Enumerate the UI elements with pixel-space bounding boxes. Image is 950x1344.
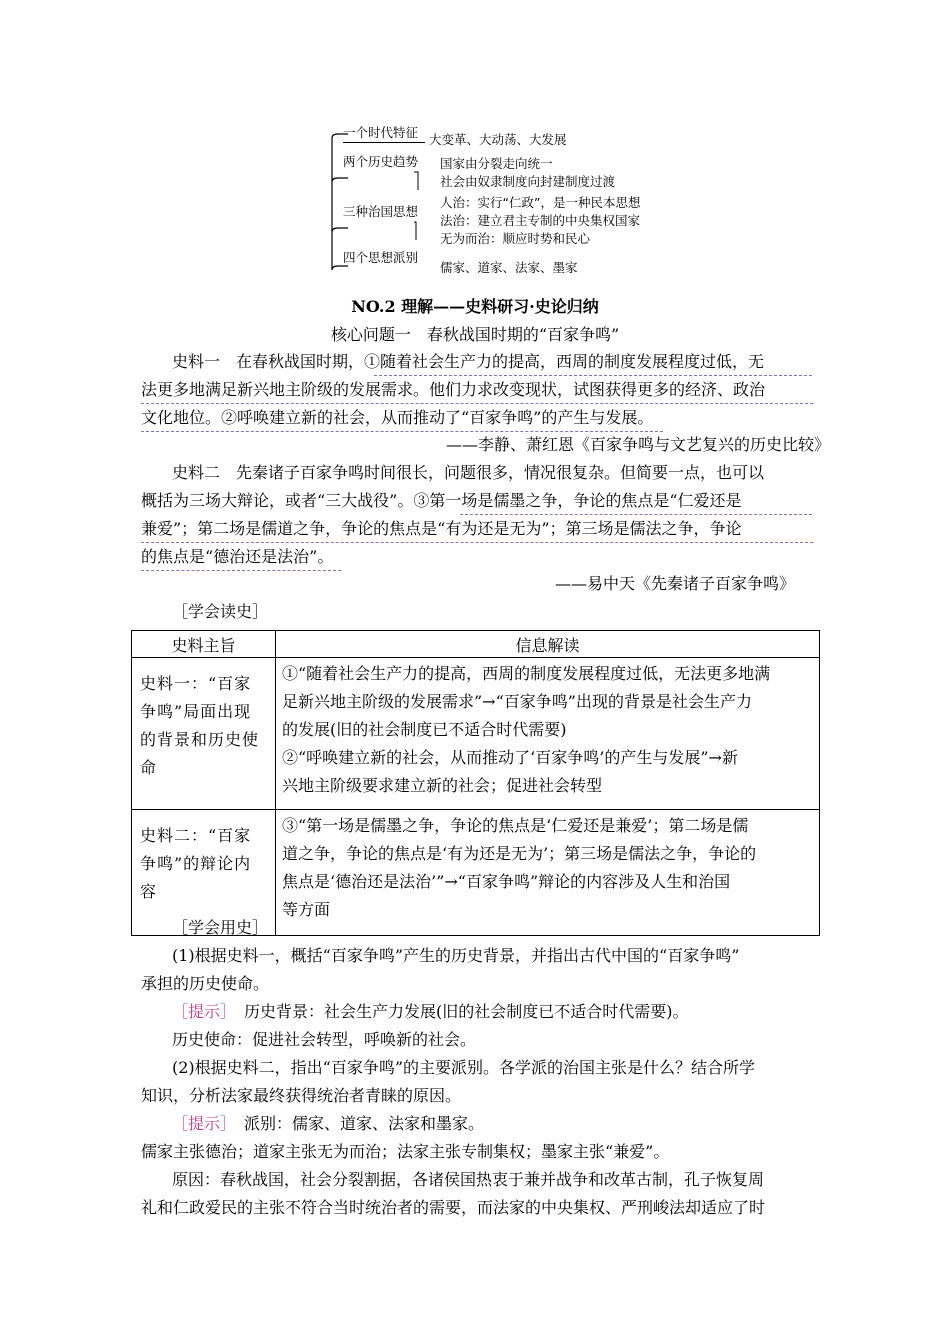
source1-line: 文化地位。②呼唤建立新的社会，从而推动了“百家争鸣”的产生与发展。 — [141, 408, 654, 427]
question-1: (1)根据史料一，概括“百家争鸣”产生的历史背景，并指出古代中国的“百家争鸣” — [172, 946, 740, 965]
source1-line: 史料一 在春秋战国时期，①随着社会生产力的提高，西周的制度发展程度过低，无 — [172, 352, 765, 371]
diagram-item: 儒家、道家、法家、墨家 — [440, 260, 578, 275]
source2-citation: ——易中天《先秦诸子百家争鸣》 — [555, 574, 796, 593]
wavy-underline — [141, 403, 813, 404]
question-2: (2)根据史料二，指出“百家争鸣”的主要派别。各学派的治国主张是什么？结合所学 — [172, 1058, 756, 1077]
reading-table — [131, 630, 820, 936]
table-header: 信息解读 — [276, 631, 820, 658]
diagram-item: 大变革、大动荡、大发展 — [429, 132, 567, 147]
source1-citation: ——李静、萧红恩《百家争鸣与文艺复兴的历史比较》 — [446, 435, 831, 454]
hint-2-reason: 礼和仁政爱民的主张不符合当时统治者的需要，而法家的中央集权、严刑峻法却适应了时 — [141, 1198, 766, 1217]
hint-2-extra: 儒家主张德治；道家主张无为而治；法家主张专制集权；墨家主张“兼爱”。 — [141, 1142, 670, 1161]
hint-text: 历史背景：社会生产力发展(旧的社会制度已不适合时代需要)。 — [228, 1002, 689, 1021]
section-title: NO.2 理解——史料研习·史论归纳 — [351, 297, 599, 316]
hint-label: ［提示］ — [172, 1002, 229, 1021]
wavy-underline — [141, 570, 341, 571]
hint-2-reason: 原因：春秋战国，社会分裂割据，各诸侯国热衷于兼并战争和改革古制，孔子恢复周 — [172, 1170, 765, 1189]
source2-line: 的焦点是“德治还是法治”。 — [141, 547, 334, 566]
hint-label: ［提示］ — [172, 1114, 229, 1133]
diagram-node-thoughts: 三种治国思想 — [343, 204, 419, 219]
table-cell-info: ③“第一场是儒墨之争，争论的焦点是‘仁爱还是兼爱’；第二场是儒 道之争，争论的焦点是‘有为还是无为’；第三场是儒法之争，争论的 焦点是‘德治还是法治’”→“百家争鸣”辩论的内容涉及人生和治国 等方面 — [276, 810, 820, 936]
table-row — [132, 810, 820, 936]
source2-line: 概括为三场大辩论，或者“三大战役”。③第一场是儒墨之争，争论的焦点是“仁爱还是 — [141, 491, 742, 510]
diagram-node-era: 一个时代特征 — [343, 125, 419, 140]
diagram-item: 社会由奴隶制度向封建制度过渡 — [440, 174, 616, 189]
wavy-underline — [141, 431, 663, 432]
table-header: 史料主旨 — [132, 631, 276, 658]
hint-2 — [172, 1114, 484, 1134]
source1-line: 法更多地满足新兴地主阶级的发展需求。他们力求改变现状，试图获得更多的经济、政治 — [141, 380, 766, 399]
diagram-item: 人治：实行“仁政”，是一种民本思想 — [440, 195, 641, 210]
learn-read-heading: ［学会读史］ — [172, 602, 269, 621]
diagram-node-trends: 两个历史趋势 — [343, 154, 419, 169]
table-row — [132, 658, 820, 810]
hint-1-extra: 历史使命：促进社会转型，呼唤新的社会。 — [172, 1030, 477, 1049]
core-question-title: 核心问题一 春秋战国时期的“百家争鸣” — [330, 325, 620, 344]
question-1: 承担的历史使命。 — [141, 974, 270, 993]
wavy-underline — [374, 375, 812, 376]
source2-line: 史料二 先秦诸子百家争鸣时间很长，问题很多，情况很复杂。但简要一点，也可以 — [172, 463, 765, 482]
hint-text: 派别：儒家、道家、法家和墨家。 — [228, 1114, 485, 1133]
table-cell-subject: 史料二：“百家 争鸣”的辩论内 容 — [132, 810, 276, 936]
wavy-underline — [141, 542, 813, 543]
diagram-rule — [343, 142, 425, 143]
table-cell-info: ①“随着社会生产力的提高，西周的制度发展程度过低，无法更多地满 足新兴地主阶级的发展需求”→“百家争鸣”出现的背景是社会生产力 的发展(旧的社会制度已不适合时代需要) ②“呼唤建立新的社会，从而推动了‘百家争鸣’的产生与发展”→新 兴地主阶级要求建立新的社会；促进社会转型 — [276, 658, 820, 810]
source2-line: 兼爱”；第二场是儒道之争，争论的焦点是“有为还是无为”；第三场是儒法之争，争论 — [141, 519, 742, 538]
hint-1 — [172, 1002, 689, 1022]
diagram-item: 国家由分裂走向统一 — [440, 156, 553, 171]
table-cell-subject: 史料一：“百家 争鸣”局面出现 的背景和历史使 命 — [132, 658, 276, 810]
diagram-item: 无为而治：顺应时势和民心 — [440, 231, 591, 246]
wavy-underline — [460, 514, 812, 515]
diagram-node-schools: 四个思想派别 — [343, 250, 419, 265]
question-2: 知识，分析法家最终获得统治者青睐的原因。 — [141, 1086, 462, 1105]
diagram-item: 法治：建立君主专制的中央集权国家 — [440, 213, 641, 228]
learn-use-heading: ［学会用史］ — [172, 918, 269, 937]
